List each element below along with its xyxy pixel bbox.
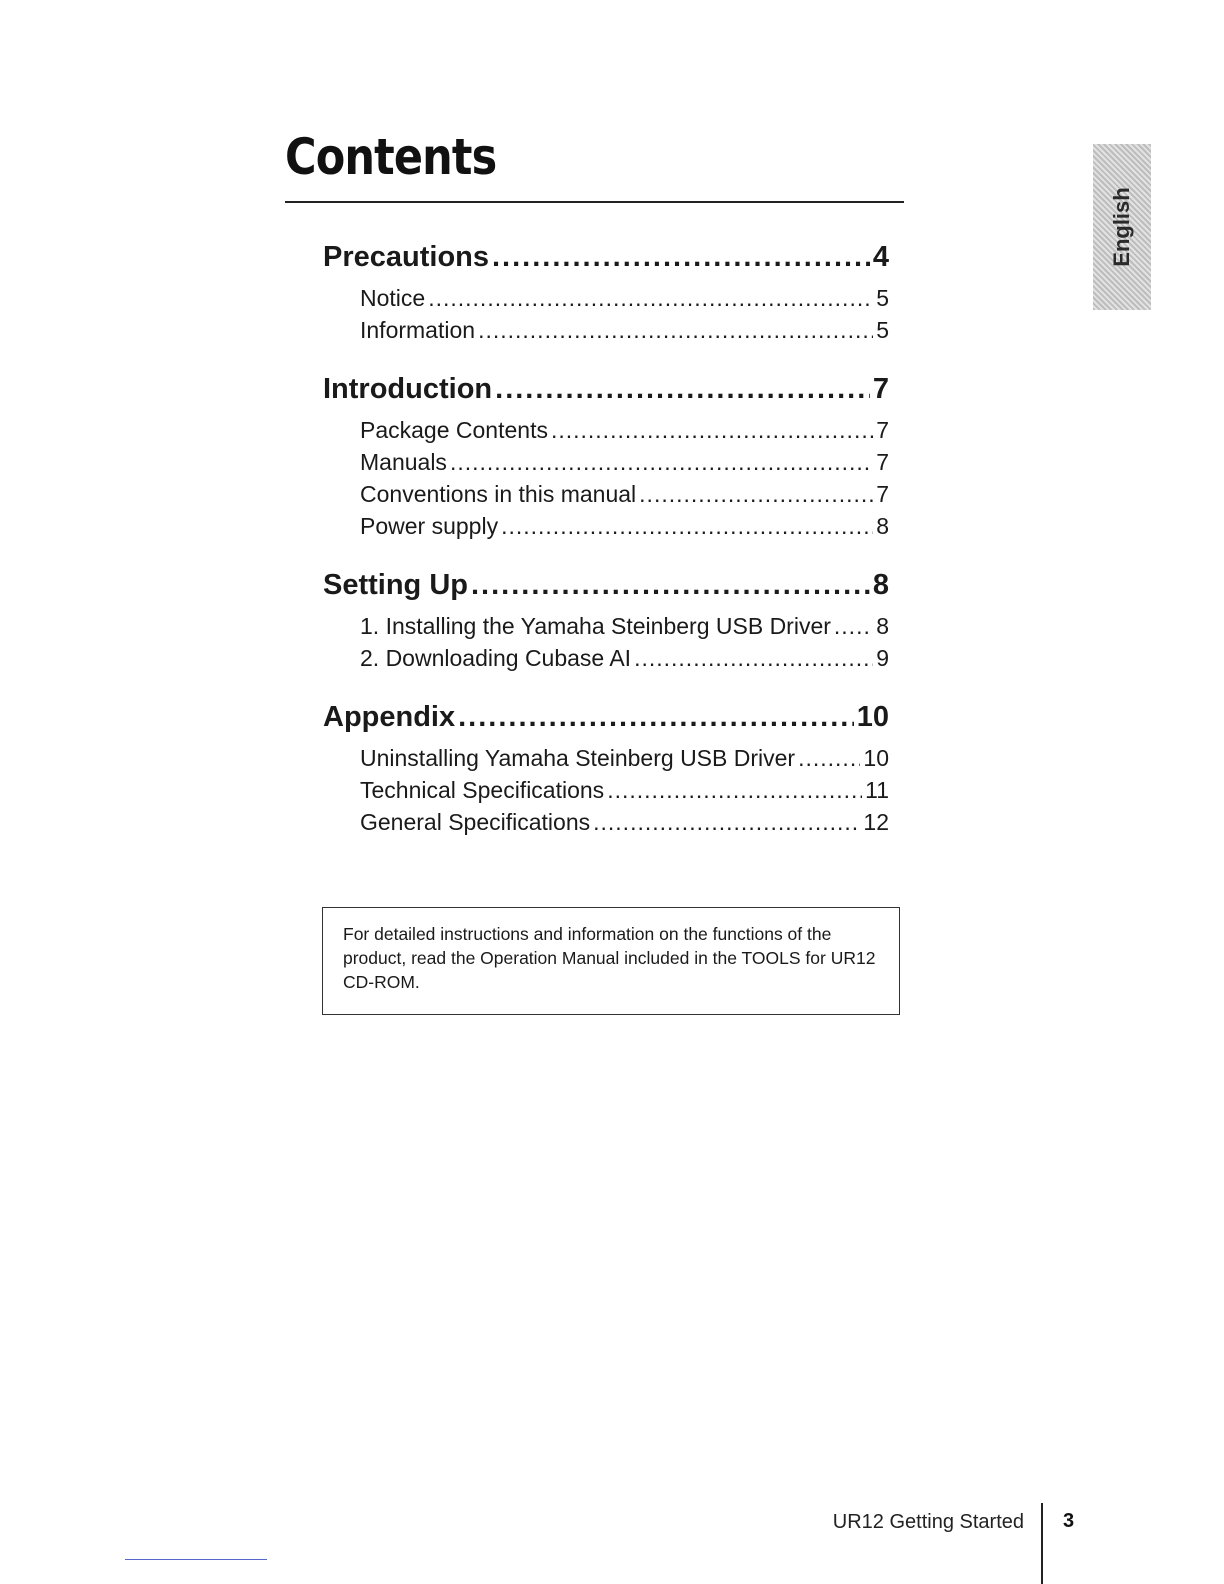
dot-leader: [593, 806, 860, 838]
toc-item-title: Uninstalling Yamaha Steinberg USB Driver: [360, 745, 796, 771]
toc-section-page: 8: [872, 569, 889, 601]
toc-section-appendix: [323, 696, 889, 838]
toc-item-title: General Specifications: [360, 809, 591, 835]
dot-leader: [495, 368, 870, 410]
note-box: For detailed instructions and information on the functions of the product, read the Operation Manual included in the TOOLS for UR12 CD-ROM.: [322, 907, 900, 1015]
language-tab: [1093, 144, 1151, 310]
footer-divider: [1041, 1503, 1043, 1584]
toc-section-page: 7: [872, 373, 889, 405]
toc-item-title: Notice: [360, 285, 426, 311]
toc-section-title: Appendix: [323, 701, 456, 733]
toc-item[interactable]: [360, 282, 889, 314]
toc-section-title: Setting Up: [323, 569, 468, 601]
toc-section-entry[interactable]: [323, 564, 889, 606]
toc-item-page: 12: [863, 809, 889, 835]
toc-section-title: Introduction: [323, 373, 493, 405]
toc-item-page: 5: [876, 317, 889, 343]
language-tab-label: English: [1109, 187, 1134, 267]
footer-doc-title: UR12 Getting Started: [832, 1511, 1024, 1533]
toc-item[interactable]: [360, 414, 889, 446]
toc-item[interactable]: [360, 642, 889, 674]
toc-section-introduction: [323, 368, 889, 542]
dot-leader: [798, 742, 860, 774]
toc-section-page: 4: [872, 241, 889, 273]
toc-item-page: 7: [876, 417, 889, 443]
footer-page-number: 3: [1063, 1510, 1075, 1532]
toc-item[interactable]: [360, 742, 889, 774]
toc-item-title: Manuals: [360, 449, 447, 475]
toc-item-title: Package Contents: [360, 417, 548, 443]
toc-section-entry[interactable]: [323, 368, 889, 410]
toc-section-setting-up: [323, 564, 889, 674]
dot-leader: [478, 314, 873, 346]
toc-item-title: 2. Downloading Cubase AI: [360, 645, 632, 671]
toc-item-title: Technical Specifications: [360, 777, 605, 803]
toc-item-page: 7: [876, 449, 889, 475]
dot-leader: [639, 478, 873, 510]
dot-leader: [607, 774, 862, 806]
toc-section-precautions: [323, 236, 889, 346]
toc-item-title: 1. Installing the Yamaha Steinberg USB Driver: [360, 613, 831, 639]
toc-section-entry[interactable]: [323, 236, 889, 278]
toc-item-page: 7: [876, 481, 889, 507]
dot-leader: [634, 642, 873, 674]
toc-item-page: 11: [865, 777, 889, 803]
toc-item-page: 10: [863, 745, 889, 771]
toc-item[interactable]: [360, 446, 889, 478]
toc-item[interactable]: [360, 774, 889, 806]
dot-leader: [450, 446, 873, 478]
toc-item[interactable]: [360, 806, 889, 838]
toc-item-page: 8: [876, 613, 889, 639]
toc-section-page: 10: [856, 701, 889, 733]
table-of-contents: [323, 236, 889, 860]
toc-item[interactable]: [360, 314, 889, 346]
dot-leader: [458, 696, 854, 738]
dot-leader: [501, 510, 873, 542]
toc-item[interactable]: [360, 610, 889, 642]
title-divider: [285, 201, 904, 203]
dot-leader: [492, 236, 870, 278]
toc-item-title: Conventions in this manual: [360, 481, 637, 507]
dot-leader: [834, 610, 873, 642]
toc-item[interactable]: [360, 478, 889, 510]
dot-leader: [471, 564, 870, 606]
dot-leader: [551, 414, 873, 446]
toc-section-title: Precautions: [323, 241, 489, 273]
toc-section-entry[interactable]: [323, 696, 889, 738]
page-title: Contents: [285, 128, 497, 186]
bottom-edge-line: [125, 1559, 267, 1560]
toc-item-title: Information: [360, 317, 476, 343]
dot-leader: [428, 282, 873, 314]
toc-item-page: 5: [876, 285, 889, 311]
toc-item-title: Power supply: [360, 513, 499, 539]
toc-item-page: 9: [876, 645, 889, 671]
toc-item-page: 8: [876, 513, 889, 539]
toc-item[interactable]: [360, 510, 889, 542]
